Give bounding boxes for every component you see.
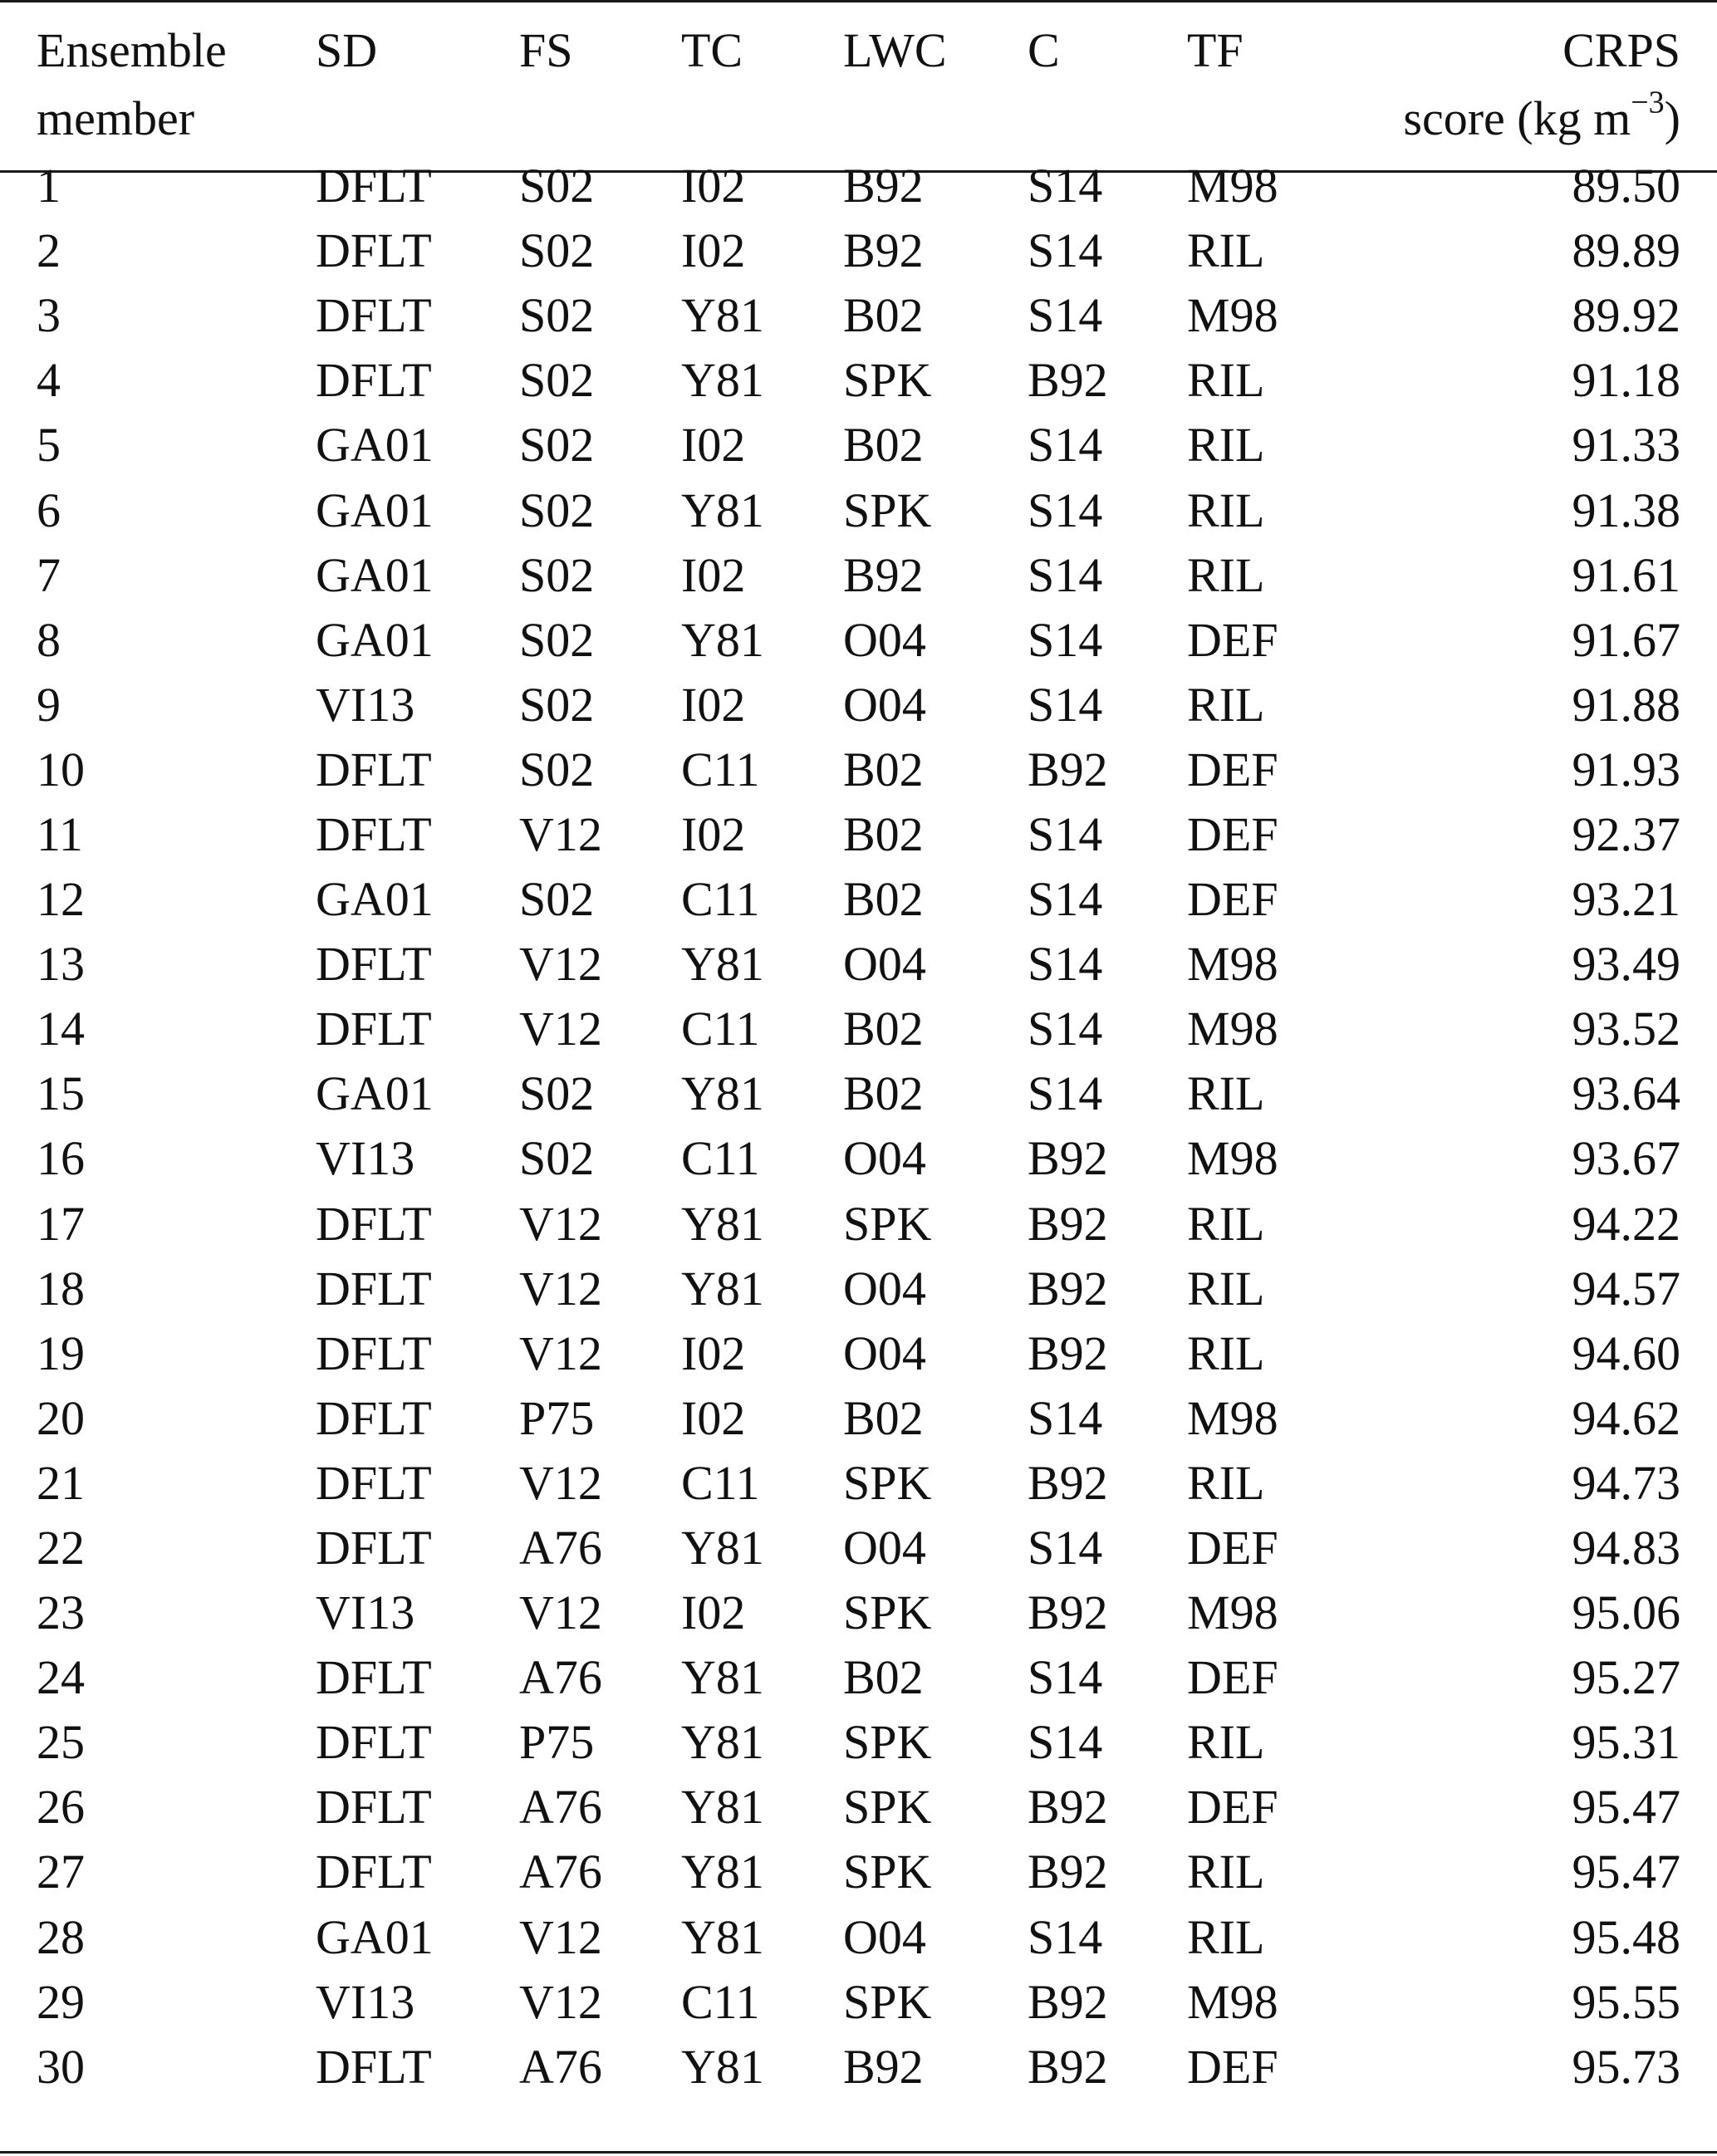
cell-fs: V12 [519,1196,602,1251]
cell-tc: Y81 [681,1066,764,1121]
cell-c: B92 [1028,1585,1108,1640]
cell-sd: DFLT [316,1002,432,1056]
cell-fs: V12 [519,1455,602,1510]
cell-sd: DFLT [316,1325,432,1380]
cell-member: 26 [37,1780,85,1835]
cell-member: 28 [37,1909,85,1964]
cell-c: B92 [1028,353,1108,408]
cell-c: B92 [1028,1845,1108,1899]
header-crps-line2 [1349,85,1680,153]
cell-tf: M98 [1187,159,1278,213]
cell-tf: M98 [1187,1002,1278,1056]
cell-crps: 93.21 [1572,872,1680,927]
cell-sd: DFLT [316,1845,432,1899]
header-ensemble-member-line1: Ensemble [37,23,227,77]
cell-sd: VI13 [316,677,415,732]
cell-lwc: B02 [843,1390,924,1445]
cell-fs: V12 [519,1002,602,1056]
cell-member: 2 [37,223,61,278]
table-row [0,1061,1717,1126]
cell-sd: DFLT [316,1780,432,1835]
table-row [0,1192,1717,1257]
cell-crps: 94.83 [1572,1521,1680,1575]
table-row [0,1710,1717,1775]
cell-fs: A76 [519,1845,602,1899]
table-row [0,1775,1717,1840]
cell-c: B92 [1028,1455,1108,1510]
cell-fs: V12 [519,1325,602,1380]
cell-member: 27 [37,1845,85,1899]
cell-member: 18 [37,1261,85,1316]
cell-member: 9 [37,677,61,732]
cell-crps: 93.67 [1572,1131,1680,1186]
table-row [0,543,1717,608]
cell-tc: Y81 [681,937,764,992]
cell-tc: I02 [681,418,746,473]
cell-fs: V12 [519,1261,602,1316]
cell-tc: I02 [681,547,746,602]
cell-crps: 95.47 [1572,1845,1680,1899]
cell-sd: DFLT [316,353,432,408]
cell-tf: RIL [1187,677,1265,732]
cell-tc: Y81 [681,1845,764,1899]
cell-sd: GA01 [316,872,434,927]
cell-lwc: B02 [843,418,924,473]
cell-lwc: B02 [843,806,924,861]
cell-lwc: O04 [843,1909,926,1964]
cell-crps: 95.55 [1572,1974,1680,2029]
cell-member: 11 [37,806,83,861]
cell-tc: I02 [681,677,746,732]
cell-fs: S02 [519,353,595,408]
cell-sd: GA01 [316,1909,434,1964]
cell-sd: DFLT [316,1715,432,1770]
cell-lwc: B02 [843,1066,924,1121]
header-fs: FS [519,23,573,77]
cell-lwc: O04 [843,677,926,732]
cell-tf: DEF [1187,1521,1278,1575]
table-row [0,2035,1717,2100]
cell-fs: S02 [519,288,595,343]
cell-sd: DFLT [316,288,432,343]
cell-lwc: SPK [843,483,932,537]
cell-tc: C11 [681,872,760,927]
cell-fs: S02 [519,223,595,278]
cell-crps: 94.60 [1572,1325,1680,1380]
cell-lwc: O04 [843,1521,926,1575]
cell-fs: V12 [519,1585,602,1640]
cell-c: S14 [1028,1002,1103,1056]
cell-tf: DEF [1187,612,1278,667]
cell-tf: RIL [1187,1715,1265,1770]
table-row [0,608,1717,673]
cell-sd: DFLT [316,1196,432,1251]
cell-crps: 94.57 [1572,1261,1680,1316]
header-crps-unit-exponent: −3 [1631,85,1665,120]
cell-tc: Y81 [681,1780,764,1835]
cell-member: 6 [37,483,61,537]
cell-fs: S02 [519,1066,595,1121]
table-row [0,1970,1717,2035]
cell-tf: RIL [1187,223,1265,278]
table-row [0,1840,1717,1904]
cell-lwc: SPK [843,1455,932,1510]
header-tf: TF [1187,23,1244,77]
cell-tc: C11 [681,1974,760,2029]
cell-sd: VI13 [316,1974,415,2029]
cell-member: 14 [37,1002,85,1056]
cell-member: 1 [37,159,61,213]
cell-sd: DFLT [316,806,432,861]
cell-crps: 94.22 [1572,1196,1680,1251]
cell-tc: I02 [681,159,746,213]
cell-member: 25 [37,1715,85,1770]
cell-tf: DEF [1187,806,1278,861]
cell-tc: Y81 [681,1909,764,1964]
cell-sd: DFLT [316,1261,432,1316]
cell-tf: RIL [1187,418,1265,473]
cell-lwc: B02 [843,1002,924,1056]
cell-member: 22 [37,1521,85,1575]
cell-tf: RIL [1187,483,1265,537]
cell-member: 17 [37,1196,85,1251]
cell-tc: Y81 [681,1521,764,1575]
cell-member: 8 [37,612,61,667]
header-ensemble-member [0,0,278,154]
cell-c: B92 [1028,1131,1108,1186]
cell-lwc: SPK [843,1974,932,2029]
cell-member: 21 [37,1455,85,1510]
table-row [0,1321,1717,1386]
cell-crps: 94.73 [1572,1455,1680,1510]
cell-fs: S02 [519,1131,595,1186]
cell-member: 20 [37,1390,85,1445]
cell-tc: I02 [681,1585,746,1640]
cell-tc: I02 [681,1325,746,1380]
table-row [0,932,1717,997]
table-row [0,1386,1717,1451]
cell-lwc: B02 [843,872,924,927]
cell-sd: GA01 [316,418,434,473]
cell-crps: 89.50 [1572,159,1680,213]
cell-fs: V12 [519,1974,602,2029]
cell-tc: Y81 [681,1261,764,1316]
table-row [0,1126,1717,1191]
table-row [0,1516,1717,1580]
cell-fs: S02 [519,612,595,667]
cell-c: S14 [1028,483,1103,537]
cell-fs: V12 [519,1909,602,1964]
cell-lwc: O04 [843,937,926,992]
table-row [0,1580,1717,1645]
header-crps-unit-suffix: ) [1664,91,1680,145]
cell-fs: A76 [519,1521,602,1575]
header-row [0,0,1717,154]
cell-member: 30 [37,2039,85,2094]
cell-crps: 91.67 [1572,612,1680,667]
cell-lwc: B02 [843,742,924,796]
cell-member: 29 [37,1974,85,2029]
cell-fs: P75 [519,1715,595,1770]
header-ensemble-member-line2: member [37,91,195,145]
cell-fs: S02 [519,677,595,732]
table-row [0,1257,1717,1321]
table-bottom-rule [0,2151,1717,2154]
cell-c: S14 [1028,1390,1103,1445]
cell-c: S14 [1028,159,1103,213]
cell-sd: GA01 [316,1066,434,1121]
cell-c: B92 [1028,2039,1108,2094]
header-tc: TC [681,23,743,77]
table-row [0,218,1717,283]
cell-sd: GA01 [316,483,434,537]
cell-c: B92 [1028,742,1108,796]
cell-fs: S02 [519,418,595,473]
cell-sd: DFLT [316,742,432,796]
table-row [0,348,1717,413]
cell-c: S14 [1028,1650,1103,1705]
cell-c: S14 [1028,1066,1103,1121]
cell-lwc: SPK [843,1585,932,1640]
cell-crps: 95.48 [1572,1909,1680,1964]
cell-tf: DEF [1187,872,1278,927]
cell-crps: 91.88 [1572,677,1680,732]
cell-tf: RIL [1187,1909,1265,1964]
cell-fs: V12 [519,806,602,861]
table-row [0,802,1717,867]
cell-fs: P75 [519,1390,595,1445]
table-row [0,1905,1717,1970]
cell-member: 12 [37,872,85,927]
cell-tf: RIL [1187,547,1265,602]
cell-fs: A76 [519,1650,602,1705]
cell-lwc: SPK [843,1715,932,1770]
cell-tc: Y81 [681,353,764,408]
cell-crps: 95.06 [1572,1585,1680,1640]
cell-tf: M98 [1187,1390,1278,1445]
cell-fs: V12 [519,937,602,992]
cell-c: S14 [1028,1521,1103,1575]
cell-tc: C11 [681,1002,760,1056]
cell-member: 13 [37,937,85,992]
cell-lwc: B92 [843,547,924,602]
cell-lwc: O04 [843,1325,926,1380]
cell-fs: S02 [519,547,595,602]
cell-c: S14 [1028,937,1103,992]
cell-sd: VI13 [316,1585,415,1640]
cell-crps: 94.62 [1572,1390,1680,1445]
cell-lwc: B92 [843,2039,924,2094]
cell-crps: 95.31 [1572,1715,1680,1770]
table-row [0,867,1717,932]
cell-crps: 91.18 [1572,353,1680,408]
cell-tf: RIL [1187,1845,1265,1899]
table-row [0,283,1717,348]
cell-crps: 95.73 [1572,2039,1680,2094]
table-row [0,997,1717,1061]
table-row [0,737,1717,802]
cell-fs: S02 [519,742,595,796]
cell-tc: Y81 [681,288,764,343]
header-crps-score [1349,0,1717,154]
cell-crps: 89.92 [1572,288,1680,343]
cell-tf: M98 [1187,1585,1278,1640]
cell-tf: DEF [1187,1650,1278,1705]
header-crps-unit-prefix: score (kg m [1403,91,1631,145]
cell-tc: Y81 [681,1715,764,1770]
cell-member: 15 [37,1066,85,1121]
table-header [0,0,1717,154]
cell-member: 7 [37,547,61,602]
cell-lwc: O04 [843,1131,926,1186]
cell-fs: S02 [519,872,595,927]
cell-c: S14 [1028,872,1103,927]
cell-fs: A76 [519,2039,602,2094]
cell-tf: RIL [1187,1066,1265,1121]
cell-tc: Y81 [681,1650,764,1705]
cell-lwc: B02 [843,1650,924,1705]
cell-sd: DFLT [316,1455,432,1510]
cell-c: S14 [1028,547,1103,602]
cell-fs: A76 [519,1780,602,1835]
cell-c: B92 [1028,1974,1108,2029]
cell-member: 23 [37,1585,85,1640]
cell-lwc: B92 [843,223,924,278]
cell-tf: DEF [1187,742,1278,796]
cell-sd: DFLT [316,1390,432,1445]
cell-lwc: B02 [843,288,924,343]
cell-tc: C11 [681,742,760,796]
cell-tc: Y81 [681,2039,764,2094]
cell-member: 3 [37,288,61,343]
cell-tf: RIL [1187,1196,1265,1251]
cell-c: S14 [1028,1715,1103,1770]
cell-crps: 91.93 [1572,742,1680,796]
cell-c: S14 [1028,223,1103,278]
cell-lwc: SPK [843,1845,932,1899]
cell-sd: DFLT [316,1650,432,1705]
cell-member: 16 [37,1131,85,1186]
cell-crps: 95.27 [1572,1650,1680,1705]
cell-crps: 91.38 [1572,483,1680,537]
cell-crps: 91.61 [1572,547,1680,602]
cell-c: B92 [1028,1780,1108,1835]
cell-crps: 93.52 [1572,1002,1680,1056]
cell-lwc: SPK [843,1196,932,1251]
cell-sd: DFLT [316,223,432,278]
cell-sd: DFLT [316,937,432,992]
cell-c: S14 [1028,1909,1103,1964]
cell-c: S14 [1028,418,1103,473]
cell-c: B92 [1028,1196,1108,1251]
cell-tf: RIL [1187,353,1265,408]
cell-member: 10 [37,742,85,796]
header-crps-line1: CRPS [1562,23,1680,77]
cell-fs: S02 [519,483,595,537]
cell-sd: DFLT [316,2039,432,2094]
header-sd: SD [316,23,378,77]
table-row [0,1645,1717,1710]
cell-tf: M98 [1187,1974,1278,2029]
cell-tc: I02 [681,1390,746,1445]
cell-tf: M98 [1187,937,1278,992]
cell-fs: S02 [519,159,595,213]
cell-crps: 92.37 [1572,806,1680,861]
cell-c: S14 [1028,288,1103,343]
table-row [0,478,1717,542]
table-row [0,673,1717,737]
cell-sd: DFLT [316,1521,432,1575]
cell-tc: Y81 [681,612,764,667]
cell-crps: 91.33 [1572,418,1680,473]
cell-member: 24 [37,1650,85,1705]
cell-tf: RIL [1187,1261,1265,1316]
cell-member: 4 [37,353,61,408]
cell-lwc: SPK [843,1780,932,1835]
cell-c: S14 [1028,612,1103,667]
table-body [0,154,1717,2100]
cell-tf: RIL [1187,1455,1265,1510]
cell-c: B92 [1028,1261,1108,1316]
cell-crps: 93.64 [1572,1066,1680,1121]
cell-sd: GA01 [316,612,434,667]
cell-tc: C11 [681,1131,760,1186]
cell-c: B92 [1028,1325,1108,1380]
cell-sd: GA01 [316,547,434,602]
cell-tc: C11 [681,1455,760,1510]
table-row [0,154,1717,218]
cell-c: S14 [1028,806,1103,861]
cell-tf: DEF [1187,1780,1278,1835]
cell-lwc: O04 [843,612,926,667]
cell-sd: VI13 [316,1131,415,1186]
header-lwc: LWC [843,23,947,77]
cell-crps: 89.89 [1572,223,1680,278]
cell-sd: DFLT [316,159,432,213]
cell-tf: M98 [1187,1131,1278,1186]
cell-tc: Y81 [681,1196,764,1251]
cell-tc: I02 [681,806,746,861]
cell-member: 5 [37,418,61,473]
cell-lwc: O04 [843,1261,926,1316]
cell-tf: DEF [1187,2039,1278,2094]
cell-tc: I02 [681,223,746,278]
cell-crps: 93.49 [1572,937,1680,992]
cell-lwc: B92 [843,159,924,213]
cell-c: S14 [1028,677,1103,732]
header-c: C [1028,23,1060,77]
cell-crps: 95.47 [1572,1780,1680,1835]
cell-lwc: SPK [843,353,932,408]
cell-member: 19 [37,1325,85,1380]
cell-tc: Y81 [681,483,764,537]
table-row [0,1451,1717,1516]
table-row [0,413,1717,478]
cell-tf: M98 [1187,288,1278,343]
cell-tf: RIL [1187,1325,1265,1380]
